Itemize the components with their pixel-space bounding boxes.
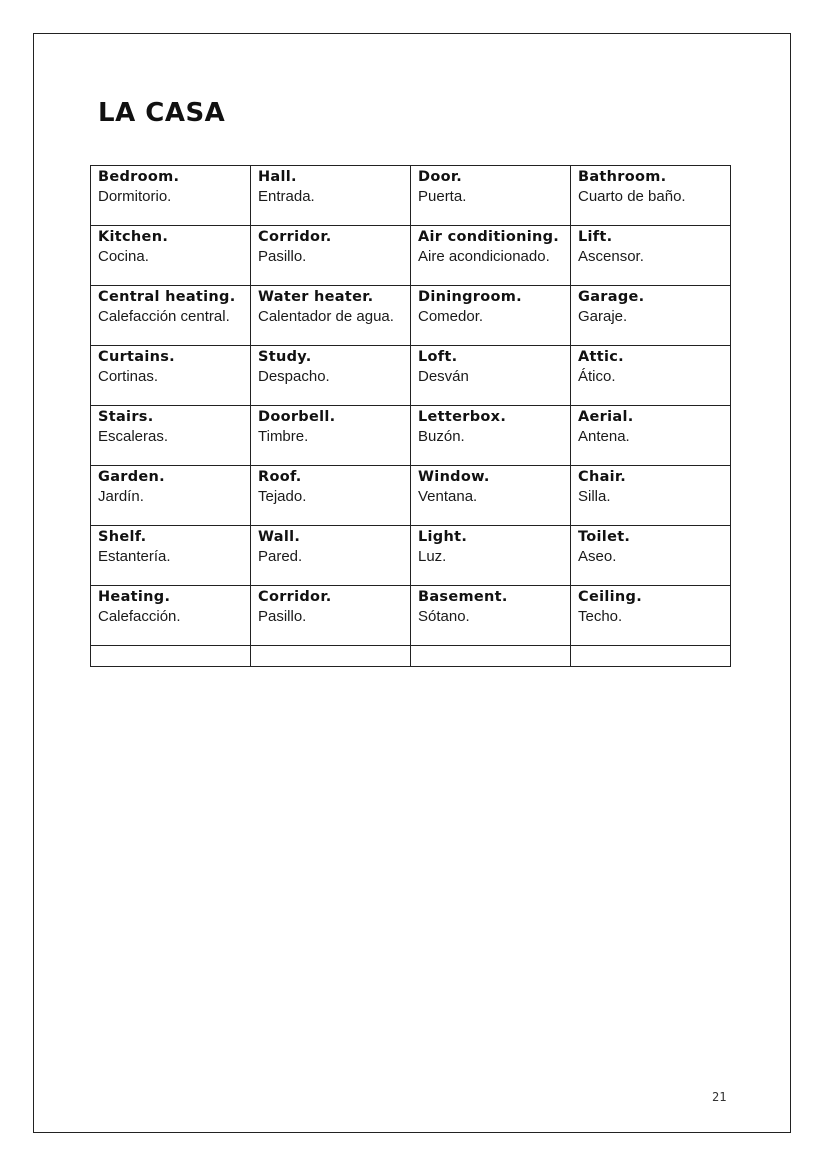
english-term: Study. (258, 349, 312, 365)
vocab-cell (571, 166, 731, 226)
spanish-term: Techo. (578, 608, 623, 625)
table-row (91, 466, 731, 526)
vocab-cell (571, 526, 731, 586)
table-row (91, 586, 731, 646)
spanish-term: Jardín. (98, 488, 144, 505)
english-term: Stairs. (98, 409, 154, 425)
page-number: 21 (712, 1090, 727, 1104)
empty-cell (571, 646, 731, 667)
english-term: Letterbox. (418, 409, 507, 425)
vocab-cell (251, 166, 411, 226)
spanish-term: Estantería. (98, 548, 171, 565)
spanish-term: Ático. (578, 368, 616, 385)
vocab-cell (251, 226, 411, 286)
vocab-cell (411, 586, 571, 646)
table-row (91, 526, 731, 586)
english-term: Bathroom. (578, 169, 667, 185)
table-row (91, 286, 731, 346)
vocab-cell (571, 586, 731, 646)
english-term: Loft. (418, 349, 458, 365)
english-term: Air conditioning. (418, 229, 560, 245)
spanish-term: Cuarto de baño. (578, 188, 686, 205)
vocab-cell (571, 346, 731, 406)
spanish-term: Silla. (578, 488, 611, 505)
vocab-cell (91, 526, 251, 586)
spanish-term: Escaleras. (98, 428, 169, 445)
vocab-cell (91, 286, 251, 346)
english-term: Water heater. (258, 289, 374, 305)
vocab-cell (91, 466, 251, 526)
english-term: Lift. (578, 229, 613, 245)
spanish-term: Comedor. (418, 308, 484, 325)
vocab-cell (571, 406, 731, 466)
spanish-term: Calentador de agua. (258, 308, 394, 325)
english-term: Roof. (258, 469, 302, 485)
table-row (91, 406, 731, 466)
vocab-cell (411, 526, 571, 586)
vocab-cell (91, 586, 251, 646)
page-title: LA CASA (98, 98, 226, 128)
vocab-cell (251, 586, 411, 646)
vocab-cell (251, 406, 411, 466)
english-term: Toilet. (578, 529, 631, 545)
spanish-term: Dormitorio. (98, 188, 172, 205)
english-term: Heating. (98, 589, 171, 605)
spanish-term: Pasillo. (258, 608, 307, 625)
spanish-term: Cocina. (98, 248, 149, 265)
spanish-term: Calefacción central. (98, 308, 230, 325)
english-term: Wall. (258, 529, 301, 545)
vocab-cell (91, 346, 251, 406)
vocab-cell (251, 286, 411, 346)
english-term: Diningroom. (418, 289, 522, 305)
vocab-cell (411, 286, 571, 346)
vocab-cell (411, 166, 571, 226)
english-term: Chair. (578, 469, 627, 485)
vocab-cell (571, 466, 731, 526)
english-term: Hall. (258, 169, 297, 185)
english-term: Kitchen. (98, 229, 169, 245)
empty-cell (251, 646, 411, 667)
spanish-term: Puerta. (418, 188, 467, 205)
english-term: Garage. (578, 289, 645, 305)
english-term: Corridor. (258, 229, 332, 245)
vocab-cell (91, 406, 251, 466)
table-row (91, 226, 731, 286)
vocab-cell (91, 226, 251, 286)
english-term: Attic. (578, 349, 624, 365)
spanish-term: Garaje. (578, 308, 628, 325)
spanish-term: Aseo. (578, 548, 617, 565)
english-term: Aerial. (578, 409, 634, 425)
table-row (91, 346, 731, 406)
empty-table-row (91, 646, 731, 667)
vocab-cell (571, 226, 731, 286)
table-row (91, 166, 731, 226)
english-term: Corridor. (258, 589, 332, 605)
english-term: Shelf. (98, 529, 147, 545)
spanish-term: Sótano. (418, 608, 470, 625)
spanish-term: Tejado. (258, 488, 307, 505)
english-term: Ceiling. (578, 589, 642, 605)
spanish-term: Pasillo. (258, 248, 307, 265)
vocab-cell (571, 286, 731, 346)
spanish-term: Antena. (578, 428, 630, 445)
vocab-cell (91, 166, 251, 226)
english-term: Basement. (418, 589, 508, 605)
vocab-cell (411, 466, 571, 526)
english-term: Central heating. (98, 289, 236, 305)
spanish-term: Ascensor. (578, 248, 644, 265)
spanish-term: Buzón. (418, 428, 465, 445)
spanish-term: Calefacción. (98, 608, 181, 625)
vocab-cell (411, 226, 571, 286)
spanish-term: Pared. (258, 548, 303, 565)
spanish-term: Ventana. (418, 488, 478, 505)
vocab-cell (411, 346, 571, 406)
english-term: Light. (418, 529, 468, 545)
english-term: Curtains. (98, 349, 175, 365)
spanish-term: Cortinas. (98, 368, 159, 385)
spanish-term: Timbre. (258, 428, 309, 445)
empty-cell (91, 646, 251, 667)
spanish-term: Aire acondicionado. (418, 248, 550, 265)
english-term: Window. (418, 469, 490, 485)
spanish-term: Entrada. (258, 188, 315, 205)
english-term: Garden. (98, 469, 165, 485)
english-term: Doorbell. (258, 409, 336, 425)
vocab-cell (411, 406, 571, 466)
spanish-term: Desván (418, 368, 469, 385)
vocabulary-table (90, 165, 731, 667)
english-term: Door. (418, 169, 463, 185)
spanish-term: Luz. (418, 548, 447, 565)
vocab-cell (251, 346, 411, 406)
empty-cell (411, 646, 571, 667)
english-term: Bedroom. (98, 169, 180, 185)
vocab-cell (251, 526, 411, 586)
spanish-term: Despacho. (258, 368, 330, 385)
vocab-cell (251, 466, 411, 526)
